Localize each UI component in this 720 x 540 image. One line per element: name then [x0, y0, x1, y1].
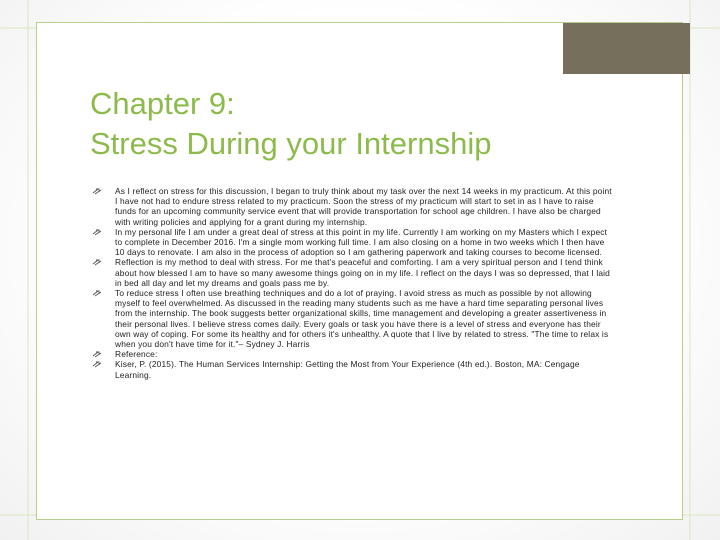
- bullet-text: In my personal life I am under a great deal of stress at this point in my life. Currently I am working on my Masters which I expect to complete in December 2016. I'm a single mom working full time. I am also closing on a home in two weeks which I then have 10 days to renovate. I am also in the process of adoption so I am gathering paperwork and taking courses to become licensed.: [115, 226, 608, 258]
- leaf-arrow-bullet-icon: [92, 258, 104, 266]
- leaf-arrow-bullet-icon: [92, 289, 104, 297]
- leaf-arrow-bullet-icon: [92, 360, 104, 368]
- title-line-2: Stress During your Internship: [90, 126, 492, 161]
- bullet-item: [92, 349, 612, 359]
- accent-block: [563, 23, 690, 74]
- leaf-arrow-bullet-icon: [92, 228, 104, 236]
- bullet-text: As I reflect on stress for this discussion, I began to truly think about my task over the next 14 weeks in my practicum. At this point I have not had to endure stress related to my practicum. Soon the stress of my practicum will start to set in as I have to raise funds for an upcoming community service event that will provide transportation for school age children. I have also be charged with writing policies and applying for a grant during my internship.: [115, 186, 612, 227]
- bullet-text: Reference:: [115, 349, 158, 360]
- bullet-item: [92, 359, 612, 379]
- bullet-item: [92, 257, 612, 288]
- leaf-arrow-bullet-icon: [92, 350, 104, 358]
- slide-title: [90, 84, 650, 164]
- bullet-text: To reduce stress I often use breathing techniques and do a lot of praying. I avoid stress as much as possible by not allowing myself to feel overwhelmed. As discussed in the reading many students such as me have a hard time separating personal lives from the internship. The book suggests better organizational skills, time management and developing a greater assertiveness in their personal lives. I believe stress comes daily. Every goals or task you have there is a level of stress and everyone has their own way of coping. For some its healthy and for others it's unhealthy. A quote that I live by related to stress. "The time to relax is when you don't have time for it."– Sydney J. Harris: [115, 288, 609, 350]
- bullet-item: [92, 227, 612, 258]
- bullet-text: Reflection is my method to deal with stress. For me that's peaceful and comforting. I am a very spiritual person and I tend think about how blessed I am to have so many awesome things going on in my life. I reflect on the days I was so depressed, that I laid in bed all day and let my dreams and goals pass me by.: [115, 257, 610, 288]
- bullet-item: [92, 186, 612, 227]
- leaf-arrow-bullet-icon: [92, 187, 104, 195]
- title-line-1: Chapter 9:: [90, 86, 235, 121]
- bullet-list: [92, 186, 612, 380]
- bullet-item: [92, 288, 612, 349]
- bullet-text: Kiser, P. (2015). The Human Services Internship: Getting the Most from Your Experience (4th ed.). Boston, MA: Cengage Learning.: [115, 359, 580, 380]
